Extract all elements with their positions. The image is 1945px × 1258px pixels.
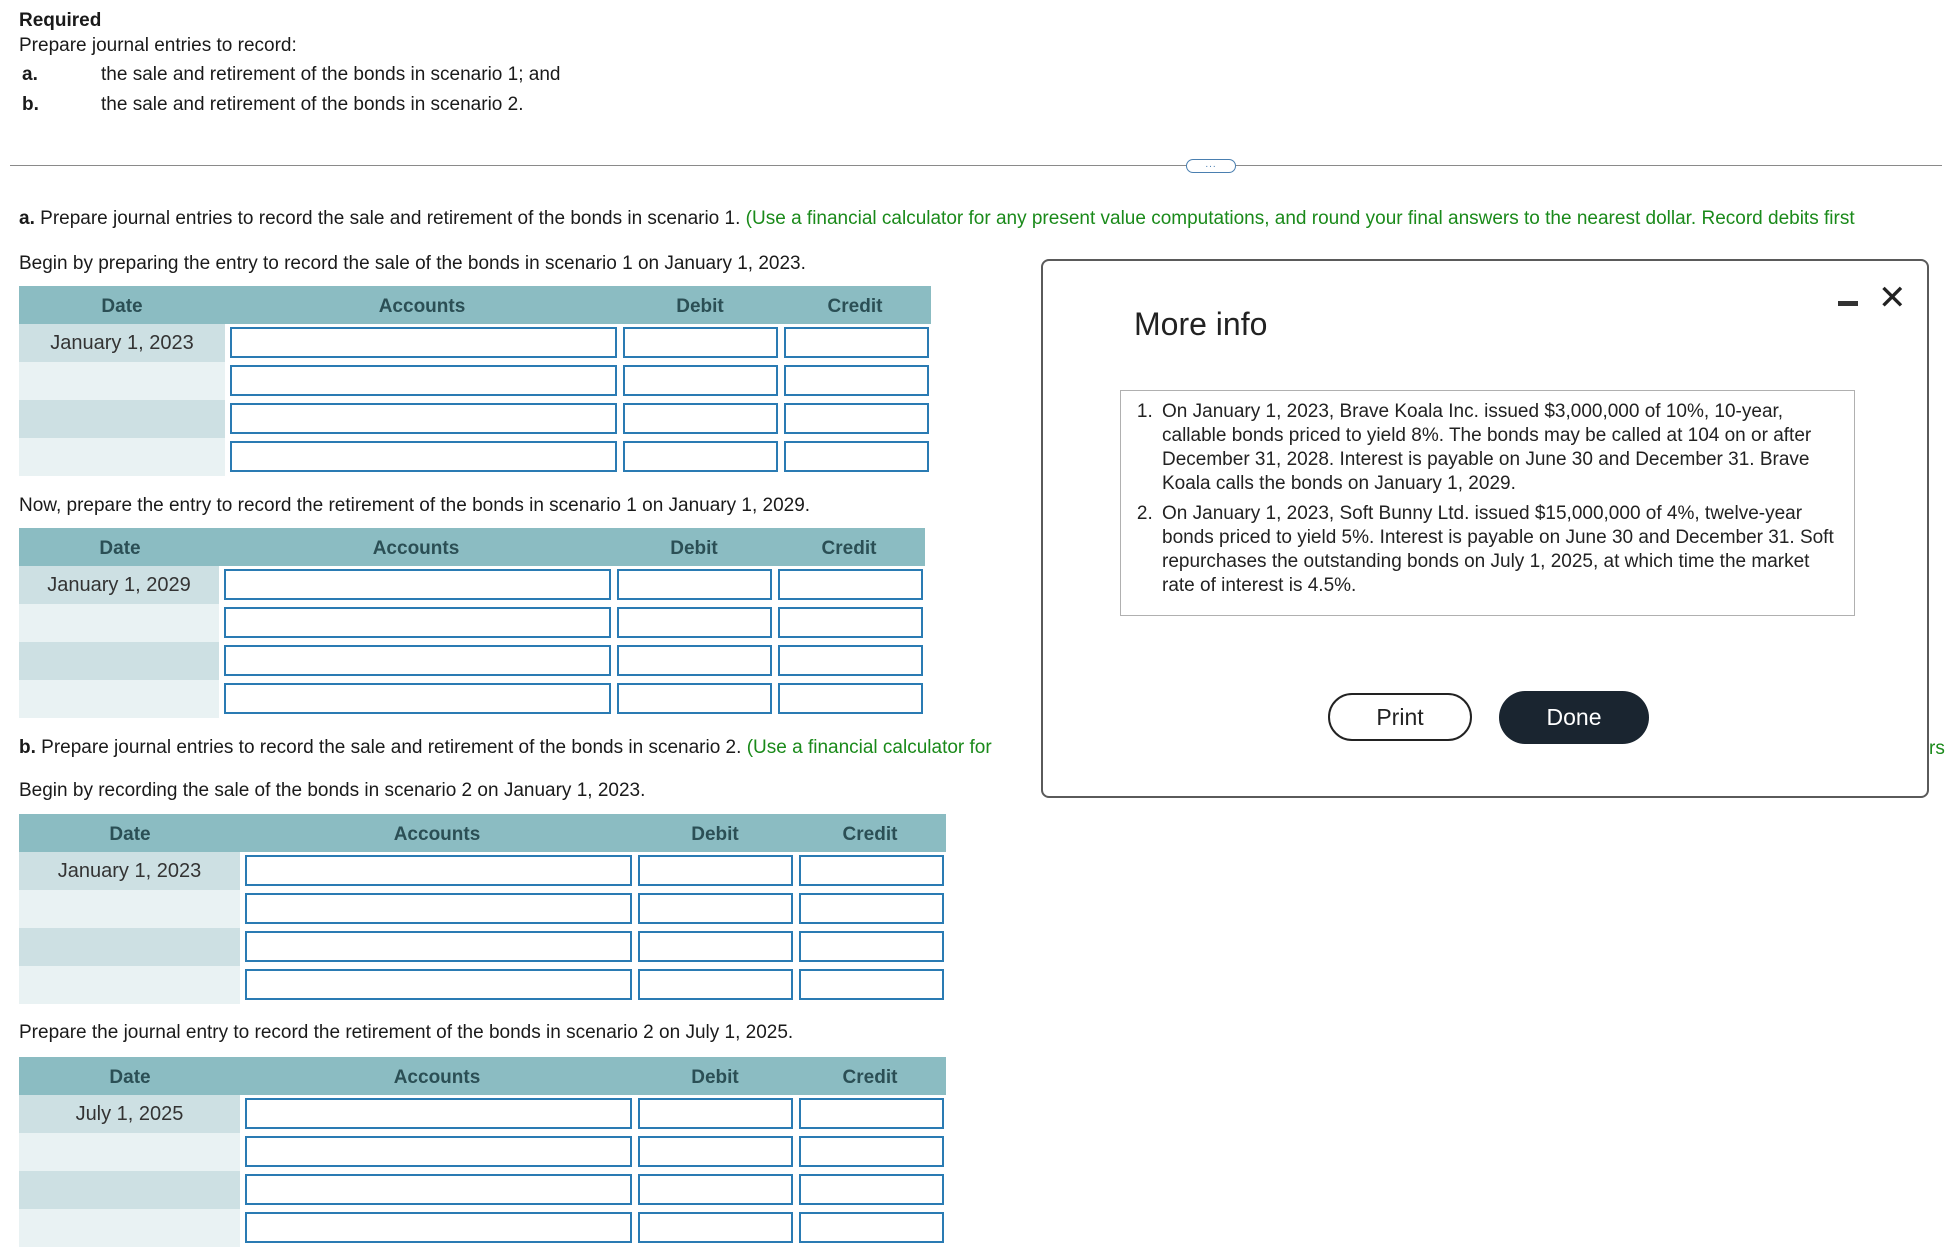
account-input[interactable] <box>245 855 632 886</box>
debit-input[interactable] <box>623 403 778 434</box>
part-b-text: Prepare journal entries to record the sale and retirement of the bonds in scenario 2. <box>41 737 742 758</box>
journal-table-b-retirement <box>19 1057 946 1245</box>
entry-date: January 1, 2023 <box>50 332 194 354</box>
part-a-note: (Use a financial calculator for any present value computations, and round your final answers to the nearest dollar. Record debits first <box>745 208 1855 229</box>
account-input[interactable] <box>224 683 611 714</box>
part-a-text: Prepare journal entries to record the sale and retirement of the bonds in scenario 1. <box>40 208 741 229</box>
header-debit: Debit <box>691 824 739 845</box>
table-row <box>19 1209 240 1247</box>
required-item-a-marker: a. <box>22 64 38 85</box>
debit-input[interactable] <box>623 441 778 472</box>
header-date: Date <box>99 538 141 559</box>
required-item-b-text: the sale and retirement of the bonds in scenario 2. <box>101 94 524 115</box>
part-b-label: b. <box>19 737 36 758</box>
account-input[interactable] <box>224 569 611 600</box>
account-input[interactable] <box>224 645 611 676</box>
credit-input[interactable] <box>799 969 944 1000</box>
collapse-handle[interactable]: ... <box>1186 159 1236 173</box>
part-b-retire-instruction: Prepare the journal entry to record the retirement of the bonds in scenario 2 on July 1, 2025. <box>19 1022 794 1043</box>
part-a-label: a. <box>19 208 35 229</box>
account-input[interactable] <box>245 931 632 962</box>
header-accounts: Accounts <box>393 1067 481 1088</box>
credit-input[interactable] <box>784 365 929 396</box>
required-heading: Required <box>19 10 102 31</box>
account-input[interactable] <box>245 1098 632 1129</box>
table-header <box>19 528 925 566</box>
debit-input[interactable] <box>617 607 772 638</box>
debit-input[interactable] <box>638 1212 793 1243</box>
account-input[interactable] <box>230 327 617 358</box>
clipped-note-fragment: rs <box>1929 738 1945 759</box>
header-debit: Debit <box>670 538 718 559</box>
credit-input[interactable] <box>784 327 929 358</box>
required-item-b-marker: b. <box>22 94 39 115</box>
credit-input[interactable] <box>799 1174 944 1205</box>
entry-date: January 1, 2023 <box>57 860 202 882</box>
debit-input[interactable] <box>623 365 778 396</box>
journal-table-a-sale <box>19 286 931 474</box>
info-item-2: 2. On January 1, 2023, Soft Bunny Ltd. issued $15,000,000 of 4%, twelve-year bonds priced to yield 5%. Interest is payable on June 30 and December 31. Soft repurchases the outstanding bonds on July 1, 2025, at which time the market rate of interest is 4.5%. <box>1158 502 1840 598</box>
table-header <box>19 814 946 852</box>
account-input[interactable] <box>224 607 611 638</box>
part-a-heading <box>19 208 1855 230</box>
close-icon[interactable]: ✕ <box>1878 279 1907 317</box>
info-list <box>1121 391 1854 598</box>
credit-input[interactable] <box>799 1212 944 1243</box>
account-input[interactable] <box>245 969 632 1000</box>
table-row <box>19 1133 240 1171</box>
credit-input[interactable] <box>778 569 923 600</box>
table-row <box>19 324 225 362</box>
debit-input[interactable] <box>638 1098 793 1129</box>
credit-input[interactable] <box>799 1098 944 1129</box>
header-accounts: Accounts <box>378 296 466 317</box>
table-row <box>19 1171 240 1209</box>
done-button[interactable]: Done <box>1499 691 1649 744</box>
account-input[interactable] <box>230 403 617 434</box>
header-accounts: Accounts <box>393 824 481 845</box>
table-header <box>19 1057 946 1095</box>
header-debit: Debit <box>676 296 724 317</box>
header-date: Date <box>109 824 151 845</box>
debit-input[interactable] <box>638 969 793 1000</box>
header-credit: Credit <box>821 538 877 559</box>
header-date: Date <box>109 1067 151 1088</box>
credit-input[interactable] <box>778 607 923 638</box>
minimize-icon[interactable] <box>1838 301 1858 306</box>
part-a-sale-instruction: Begin by preparing the entry to record the sale of the bonds in scenario 1 on January 1, 2023. <box>19 253 806 274</box>
account-input[interactable] <box>245 1136 632 1167</box>
credit-input[interactable] <box>799 931 944 962</box>
print-button[interactable]: Print <box>1328 693 1472 741</box>
credit-input[interactable] <box>784 403 929 434</box>
table-row <box>19 680 219 718</box>
header-date: Date <box>101 296 143 317</box>
table-row <box>19 362 225 400</box>
credit-input[interactable] <box>784 441 929 472</box>
table-row <box>19 966 240 1004</box>
table-row <box>19 438 225 476</box>
part-a-retire-instruction: Now, prepare the entry to record the retirement of the bonds in scenario 1 on January 1, 2029. <box>19 495 811 516</box>
header-accounts: Accounts <box>372 538 460 559</box>
credit-input[interactable] <box>778 645 923 676</box>
debit-input[interactable] <box>638 1174 793 1205</box>
journal-table-a-retirement <box>19 528 925 716</box>
header-credit: Credit <box>842 1067 898 1088</box>
debit-input[interactable] <box>623 327 778 358</box>
account-input[interactable] <box>245 893 632 924</box>
header-credit: Credit <box>842 824 898 845</box>
credit-input[interactable] <box>799 855 944 886</box>
table-row <box>19 852 240 890</box>
more-info-dialog <box>1041 259 1929 798</box>
part-b-sale-instruction: Begin by recording the sale of the bonds in scenario 2 on January 1, 2023. <box>19 780 646 801</box>
table-row <box>19 642 219 680</box>
table-header <box>19 286 931 324</box>
credit-input[interactable] <box>778 683 923 714</box>
table-row <box>19 400 225 438</box>
debit-input[interactable] <box>638 893 793 924</box>
account-input[interactable] <box>230 441 617 472</box>
header-credit: Credit <box>827 296 883 317</box>
debit-input[interactable] <box>638 855 793 886</box>
journal-table-b-sale <box>19 814 946 1002</box>
debit-input[interactable] <box>617 645 772 676</box>
account-input[interactable] <box>230 365 617 396</box>
table-row <box>19 1095 240 1133</box>
table-row <box>19 890 240 928</box>
header-debit: Debit <box>691 1067 739 1088</box>
info-box <box>1120 390 1855 616</box>
dialog-title: More info <box>1134 306 1268 342</box>
required-item-a-text: the sale and retirement of the bonds in scenario 1; and <box>101 64 561 85</box>
required-intro: Prepare journal entries to record: <box>19 35 297 56</box>
table-row <box>19 604 219 642</box>
credit-input[interactable] <box>799 893 944 924</box>
entry-date: July 1, 2025 <box>75 1103 184 1125</box>
entry-date: January 1, 2029 <box>47 574 191 596</box>
debit-input[interactable] <box>638 931 793 962</box>
debit-input[interactable] <box>617 683 772 714</box>
debit-input[interactable] <box>638 1136 793 1167</box>
credit-input[interactable] <box>799 1136 944 1167</box>
table-row <box>19 566 219 604</box>
debit-input[interactable] <box>617 569 772 600</box>
part-b-note: (Use a financial calculator for <box>746 737 992 758</box>
account-input[interactable] <box>245 1174 632 1205</box>
table-row <box>19 928 240 966</box>
section-divider <box>10 165 1942 166</box>
part-b-heading <box>19 737 992 759</box>
account-input[interactable] <box>245 1212 632 1243</box>
info-item-1: 1. On January 1, 2023, Brave Koala Inc. issued $3,000,000 of 10%, 10-year, callable bonds priced to yield 8%. The bonds may be called at 104 on or after December 31, 2028. Interest is payable on June 30 and December 31. Brave Koala calls the bonds on January 1, 2029. <box>1158 400 1840 496</box>
